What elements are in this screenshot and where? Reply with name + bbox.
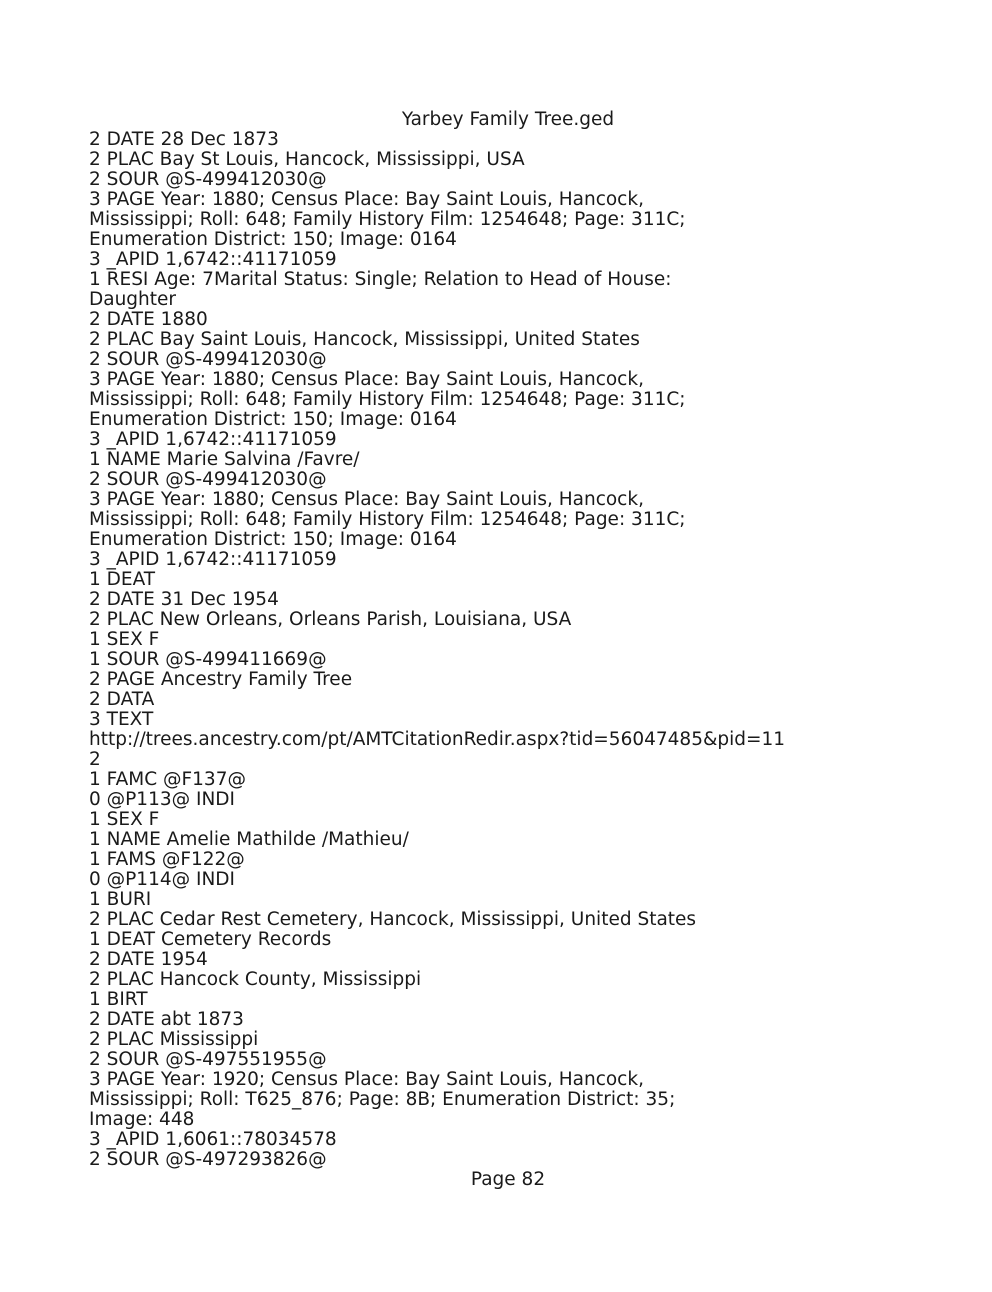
text-line: 3 _APID 1,6742::41171059 bbox=[89, 549, 337, 570]
text-line: 2 DATE 1880 bbox=[89, 309, 208, 330]
ged-record-text bbox=[89, 130, 969, 1170]
text-line: 2 PLAC Bay St Louis, Hancock, Mississippi, USA bbox=[89, 149, 525, 170]
text-line: 1 DEAT Cemetery Records bbox=[89, 929, 332, 950]
text-line: 1 SEX F bbox=[89, 809, 160, 830]
text-line: 3 PAGE Year: 1880; Census Place: Bay Saint Louis, Hancock, bbox=[89, 489, 644, 510]
text-line: 1 NAME Amelie Mathilde /Mathieu/ bbox=[89, 829, 409, 850]
text-line: 1 SEX F bbox=[89, 629, 160, 650]
text-line: 2 PLAC Bay Saint Louis, Hancock, Mississippi, United States bbox=[89, 329, 640, 350]
text-line: 1 DEAT bbox=[89, 569, 156, 590]
page-number: Page 82 bbox=[470, 1169, 546, 1190]
text-line: Daughter bbox=[89, 289, 177, 310]
text-line: 1 BURI bbox=[89, 889, 152, 910]
text-line: 1 RESI Age: 7Marital Status: Single; Relation to Head of House: bbox=[89, 269, 672, 290]
text-line: 3 _APID 1,6742::41171059 bbox=[89, 249, 337, 270]
text-line: 0 @P113@ INDI bbox=[89, 789, 235, 810]
document-title: Yarbey Family Tree.ged bbox=[401, 109, 615, 130]
text-line: 0 @P114@ INDI bbox=[89, 869, 235, 890]
text-line: 1 FAMC @F137@ bbox=[89, 769, 246, 790]
text-line: 2 PAGE Ancestry Family Tree bbox=[89, 669, 353, 690]
text-line: 2 DATE 28 Dec 1873 bbox=[89, 129, 279, 150]
text-line: 1 FAMS @F122@ bbox=[89, 849, 245, 870]
text-line: Enumeration District: 150; Image: 0164 bbox=[89, 409, 457, 430]
text-line: 3 _APID 1,6742::41171059 bbox=[89, 429, 337, 450]
text-line: http://trees.ancestry.com/pt/AMTCitationRedir.aspx?tid=56047485&pid=11 bbox=[89, 729, 786, 750]
text-line: 2 SOUR @S-499412030@ bbox=[89, 349, 327, 370]
text-line: 2 PLAC Hancock County, Mississippi bbox=[89, 969, 422, 990]
text-line: Mississippi; Roll: 648; Family History Film: 1254648; Page: 311C; bbox=[89, 389, 686, 410]
text-line: 1 BIRT bbox=[89, 989, 148, 1010]
text-line: Mississippi; Roll: 648; Family History Film: 1254648; Page: 311C; bbox=[89, 509, 686, 530]
text-line: 3 _APID 1,6061::78034578 bbox=[89, 1129, 337, 1150]
text-line: 3 PAGE Year: 1880; Census Place: Bay Saint Louis, Hancock, bbox=[89, 369, 644, 390]
text-line: 2 bbox=[89, 749, 101, 770]
text-line: 1 NAME Marie Salvina /Favre/ bbox=[89, 449, 360, 470]
text-line: Image: 448 bbox=[89, 1109, 195, 1130]
text-line: Enumeration District: 150; Image: 0164 bbox=[89, 229, 457, 250]
text-line: 2 DATE 31 Dec 1954 bbox=[89, 589, 279, 610]
text-line: 3 PAGE Year: 1920; Census Place: Bay Saint Louis, Hancock, bbox=[89, 1069, 644, 1090]
text-line: 2 SOUR @S-499412030@ bbox=[89, 469, 327, 490]
text-line: 2 PLAC New Orleans, Orleans Parish, Louisiana, USA bbox=[89, 609, 572, 630]
text-line: Mississippi; Roll: 648; Family History Film: 1254648; Page: 311C; bbox=[89, 209, 686, 230]
text-line: 1 SOUR @S-499411669@ bbox=[89, 649, 327, 670]
text-line: 2 DATA bbox=[89, 689, 155, 710]
text-line: Mississippi; Roll: T625_876; Page: 8B; Enumeration District: 35; bbox=[89, 1089, 676, 1110]
text-line: 2 PLAC Cedar Rest Cemetery, Hancock, Mississippi, United States bbox=[89, 909, 697, 930]
text-line: 2 SOUR @S-497293826@ bbox=[89, 1149, 327, 1170]
text-line: Enumeration District: 150; Image: 0164 bbox=[89, 529, 457, 550]
text-line: 2 DATE 1954 bbox=[89, 949, 208, 970]
text-line: 3 TEXT bbox=[89, 709, 154, 730]
text-line: 2 DATE abt 1873 bbox=[89, 1009, 244, 1030]
text-line: 2 SOUR @S-499412030@ bbox=[89, 169, 327, 190]
text-line: 2 PLAC Mississippi bbox=[89, 1029, 259, 1050]
text-line: 3 PAGE Year: 1880; Census Place: Bay Saint Louis, Hancock, bbox=[89, 189, 644, 210]
text-line: 2 SOUR @S-497551955@ bbox=[89, 1049, 327, 1070]
